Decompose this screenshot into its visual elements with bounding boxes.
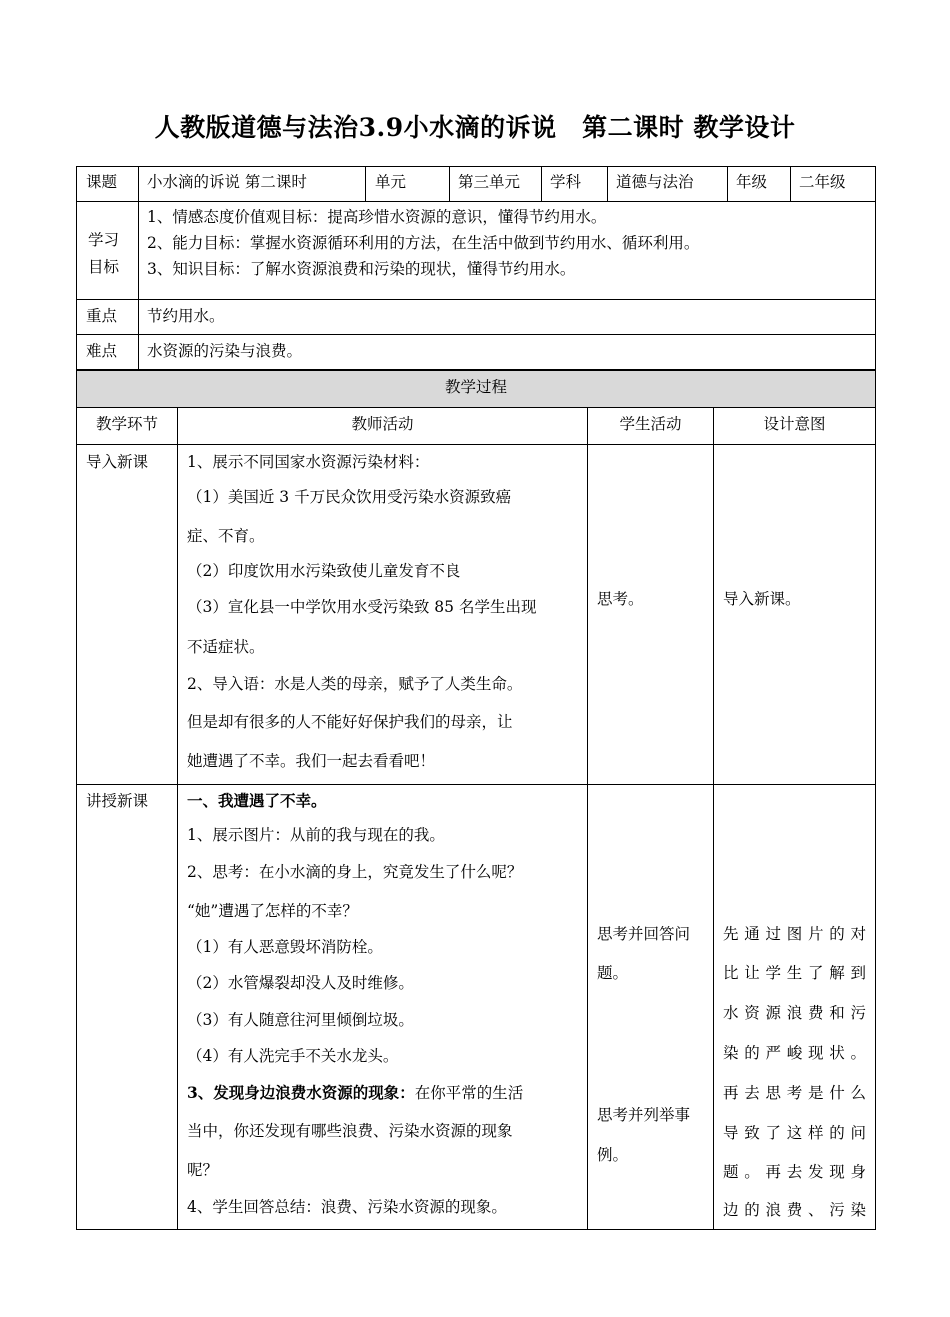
student-activity: 思考。 [597,590,644,608]
teacher-line: 1、展示图片：从前的我与现在的我。 [187,826,445,844]
teacher-line: （3）宣化县一中学饮用水受污染致 85 名学生出现 [187,598,537,616]
objective-item: 1、情感态度价值观目标：提高珍惜水资源的意识，懂得节约用水。 [147,208,607,226]
teacher-line: （1）有人恶意毁坏消防栓。 [187,938,383,956]
teacher-line: 2、思考：在小水滴的身上，究竟发生了什么呢？ [187,863,523,881]
difficulty-value: 水资源的污染与浪费。 [147,342,303,360]
objectives-label: 目标 [88,258,120,276]
teacher-line: “她”遭遇了怎样的不幸？ [187,902,358,920]
student-activity: 例。 [597,1146,629,1164]
unit-value: 第三单元 [458,173,521,191]
key-point-label: 重点 [86,307,118,325]
teacher-line: 4、学生回答总结：浪费、污染水资源的现象。 [187,1198,507,1216]
objective-item: 2、能力目标：掌握水资源循环利用的方法，在生活中做到节约用水、循环利用。 [147,234,700,252]
vline [727,166,728,201]
student-activity: 题。 [597,964,629,982]
item3-bold: 3、发现身边浪费水资源的现象： [187,1083,415,1102]
teacher-line: （2）水管爆裂却没人及时维修。 [187,974,414,992]
design-intent-line: 导致了这样的问 [723,1124,866,1142]
vline [587,407,588,1230]
subject-label: 学科 [550,173,582,191]
design-intent-line: 题。再去发现身 [723,1163,866,1181]
design-intent-line: 水资源浪费和污 [723,1004,866,1022]
vline [541,166,542,201]
column-header: 教学环节 [95,415,158,433]
teacher-line: （4）有人洗完手不关水龙头。 [187,1047,399,1065]
unit-label: 单元 [375,173,407,191]
objective-item: 3、知识目标：了解水资源浪费和污染的现状，懂得节约用水。 [147,260,576,278]
column-header: 学生活动 [619,415,682,433]
item3-rest: 在你平常的生活 [414,1084,524,1102]
design-intent-line: 染的严峻现状。 [723,1044,866,1062]
teacher-line: 1、展示不同国家水资源污染材料： [187,453,430,471]
topic-value: 小水滴的诉说 第二课时 [147,173,307,191]
hline [76,784,876,785]
teacher-line: 她遭遇了不幸。我们一起去看看吧！ [187,752,436,770]
teacher-line: （1）美国近 3 千万民众饮用受污染水资源致癌 [187,488,512,506]
teacher-line: 症、不育。 [187,527,265,545]
stage-intro: 导入新课 [86,453,149,471]
vline [76,166,77,1230]
vline [449,166,450,201]
teacher-line: 但是却有很多的人不能好好保护我们的母亲，让 [187,713,513,731]
vline [365,166,366,201]
teacher-line: 当中，你还发现有哪些浪费、污染水资源的现象 [187,1122,513,1140]
hline [76,334,876,335]
objectives-label: 学习 [88,231,120,249]
vline [607,166,608,201]
design-intent-line: 边的浪费、污染 [723,1201,866,1219]
teacher-line: 呢？ [187,1161,219,1179]
design-intent-line: 再去思考是什么 [723,1084,866,1102]
key-point-value: 节约用水。 [147,307,225,325]
vline [713,407,714,1230]
lesson-heading: 一、我遭遇了不幸。 [187,791,327,810]
design-intent-line: 比让学生了解到 [723,964,866,982]
vline [875,166,876,1230]
teacher-line: 2、导入语：水是人类的母亲，赋予了人类生命。 [187,675,523,693]
hline [76,299,876,300]
teacher-line: （3）有人随意往河里倾倒垃圾。 [187,1011,414,1029]
grade-value: 二年级 [799,173,846,191]
design-intent: 导入新课。 [723,590,801,608]
teacher-line: （2）印度饮用水污染致使儿童发育不良 [187,562,461,580]
vline [790,166,791,201]
topic-label: 课题 [86,173,118,191]
stage-lesson: 讲授新课 [86,792,149,810]
hline [76,407,876,408]
vline [138,166,139,371]
hline [76,369,876,371]
difficulty-label: 难点 [86,342,118,360]
process-header: 教学过程 [444,378,507,396]
student-activity: 思考并回答问 [597,925,691,943]
design-intent-line: 先通过图片的对 [723,925,866,943]
hline [76,444,876,445]
column-header: 设计意图 [763,415,826,433]
column-header: 教师活动 [351,415,414,433]
hline [76,201,876,202]
vline [177,407,178,1230]
hline [76,166,876,167]
teacher-line: 不适症状。 [187,638,265,656]
student-activity: 思考并列举事 [597,1106,691,1124]
document-title: 人教版道德与法治3.9小水滴的诉说 第二课时 教学设计 [154,113,796,142]
subject-value: 道德与法治 [616,173,694,191]
teacher-line [187,1083,523,1103]
grade-label: 年级 [736,173,768,191]
